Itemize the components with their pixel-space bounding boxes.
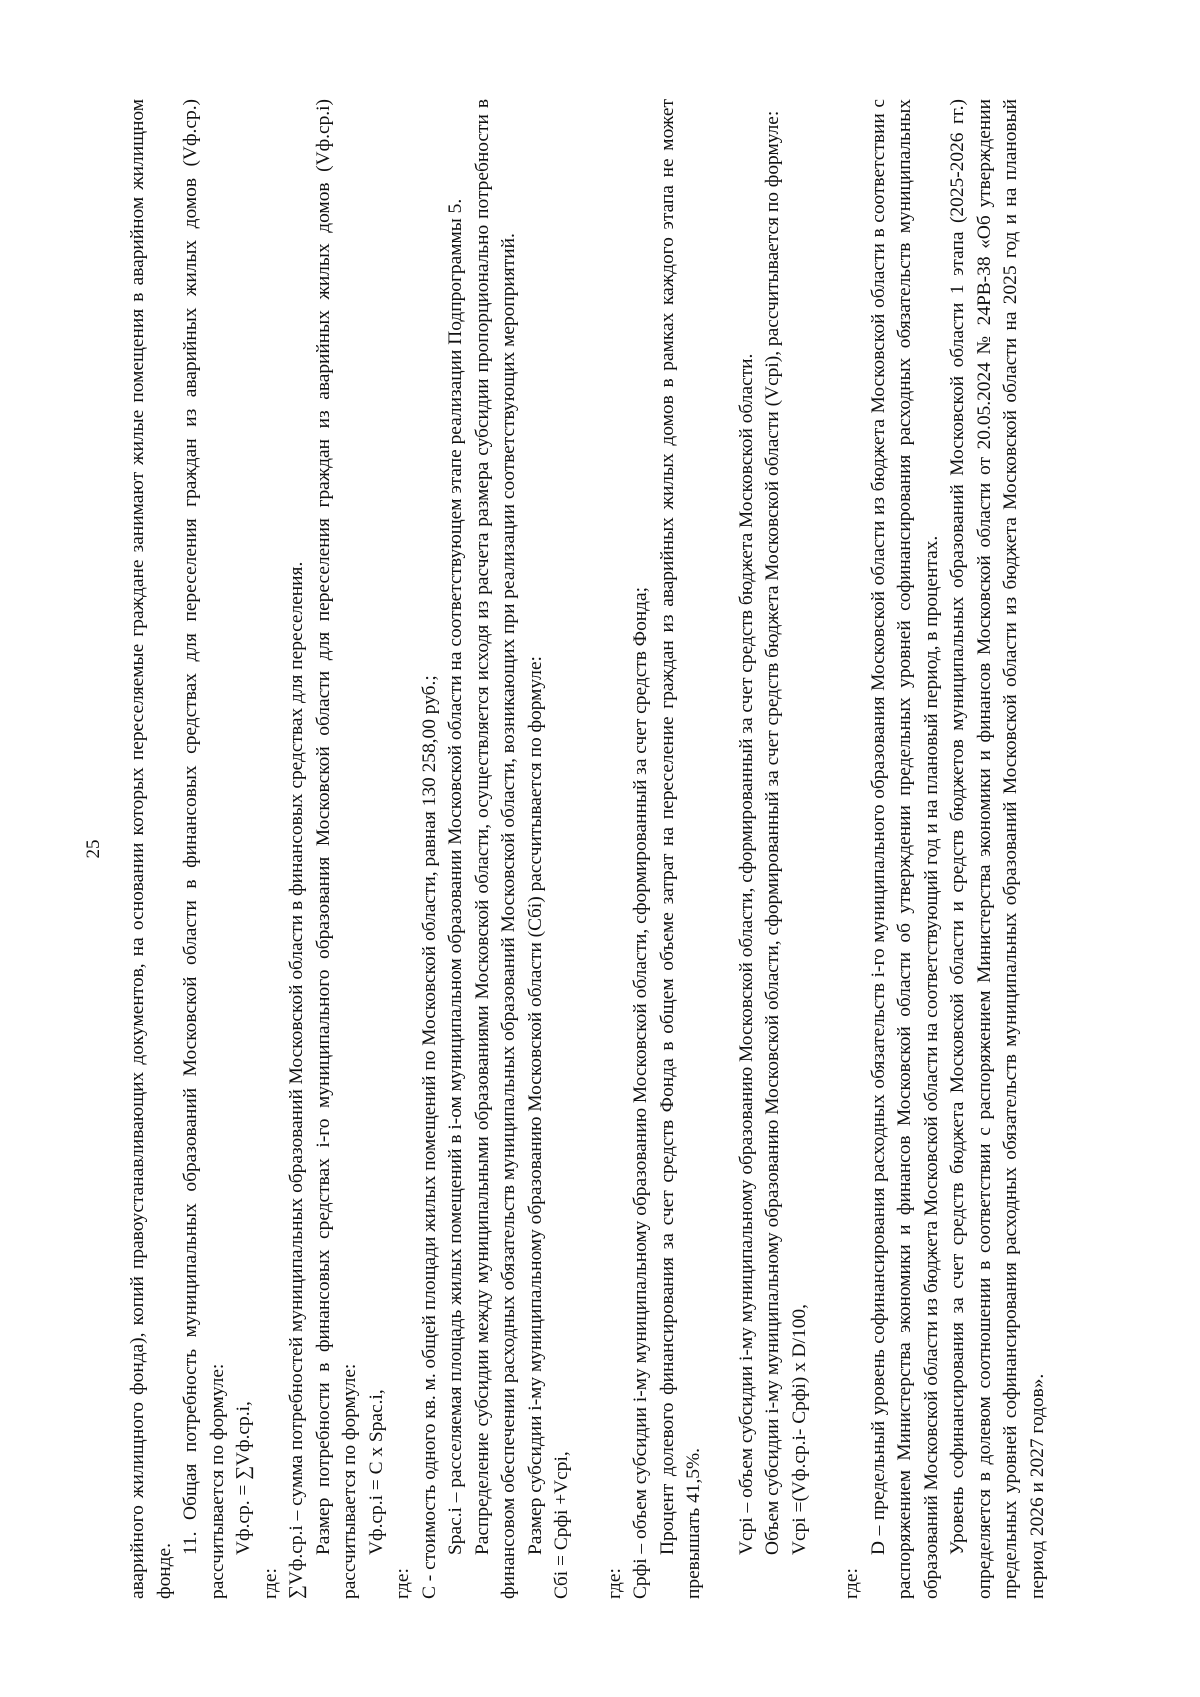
paragraph: Процент долевого финансирования за счет средств Фонда в общем объеме затрат на переселение граждан из аварийных жилых домов в рамках каждого этапа не может превышать 41,5%. [656, 98, 704, 1599]
paragraph: Vcpi – объем субсидии i-му муниципальному образованию Московской области, сформированный за счет средств бюджета Московской области. [735, 353, 757, 1555]
paragraph-spacer [708, 99, 734, 1599]
paragraph: D – предельный уровень софинансирования расходных обязательств i-го муниципального образования Московской области из бюджета Московской области в соответствии с распоряжением Министерства экономики и финансов Московской области об утверждении предельных уровней софинансирования расходных обязательств муниципальных образований Московской области из бюджета Московской области на соответствующий год и на плановый период, в процентах. [867, 98, 942, 1599]
paragraph: где: [603, 1567, 625, 1599]
paragraph: Spac.i – расселяемая площадь жилых помещений в i-ом муниципальном образовании Московской области на соответствующем этапе реализации Подпрограммы 5. [445, 198, 466, 1555]
paragraph: аварийного жилищного фонда), копий правоустанавливающих документов, на основании которых переселяемые граждане занимают жилые помещения в аварийном жилищном фонде. [127, 98, 175, 1599]
paragraph: где: [841, 1567, 862, 1599]
paragraph: Cбi = Cрфi +Vcpi, [551, 1450, 572, 1599]
paragraph: Объем субсидии i-му муниципальному образованию Московской области, сформированный за счет средств бюджета Московской области (Vcpi), рассчитывается по формуле: [762, 110, 783, 1555]
paragraph: С - стоимость одного кв. м. общей площади жилых помещений по Московской области, равная 130 258,00 руб.; [418, 674, 440, 1599]
paragraph: ∑Vф.ср.i – сумма потребностей муниципальных образований Московской области в финансовых средствах для переселения. [286, 561, 307, 1599]
paragraph: Cрфi – объем субсидии i-му муниципальному образованию Московской области, сформированный за счет средств Фонда; [630, 586, 651, 1599]
paragraph: где: [392, 1567, 413, 1599]
paragraph-spacer [813, 99, 839, 1599]
formula-line: Vcpi =(Vф.ср.i- Cрфi) x D/100, [788, 1303, 810, 1555]
formula-line: Vф.ср.i = C x Spac.i, [365, 1388, 387, 1555]
paragraph: 11. Общая потребность муниципальных образований Московской области в финансовых средствах для переселения граждан из аварийных жилых домов (Vф.ср.) рассчитывается по формуле: [180, 98, 228, 1599]
paragraph: Размер потребности в финансовых средствах i-го муниципального образования Московской области для переселения граждан из аварийных жилых домов (Vф.ср.i) рассчитывается по формуле: [312, 98, 360, 1599]
document-page [55, 69, 1145, 1629]
document-body [125, 99, 1051, 1599]
paragraph: Размер субсидии i-му муниципальному образованию Московской области (Cбi) рассчитывается по формуле: [524, 655, 546, 1555]
paragraph: где: [259, 1567, 281, 1599]
page-number: 25 [83, 839, 104, 858]
paragraph: Уровень софинансирования за счет средств бюджета Московской области и средств бюджетов муниципальных образований Московской области 1 этапа (2025-2026 гг.) определяется в долевом соотношении в соответствии с распоряжением Министерства экономики и финансов Московской области от 20.05.2024 № 24РВ-38 «Об утверждении предельных уровней софинансирования расходных обязательств муниципальных образований Московской области из бюджета Московской области на 2025 год и на плановый период 2026 и 2027 годов». [947, 98, 1048, 1599]
paragraph: Распределение субсидии между муниципальными образованиями Московской области, осуществляется исходя из расчета размера субсидии пропорционально потребности в финансовом обеспечении расходных обязательств муниципальных образований Московской области, возникающих при реализации соответствующих мероприятий. [471, 98, 519, 1599]
paragraph-spacer [576, 99, 602, 1599]
formula-line: Vф.ср. = ∑Vф.ср.i, [233, 1400, 254, 1555]
